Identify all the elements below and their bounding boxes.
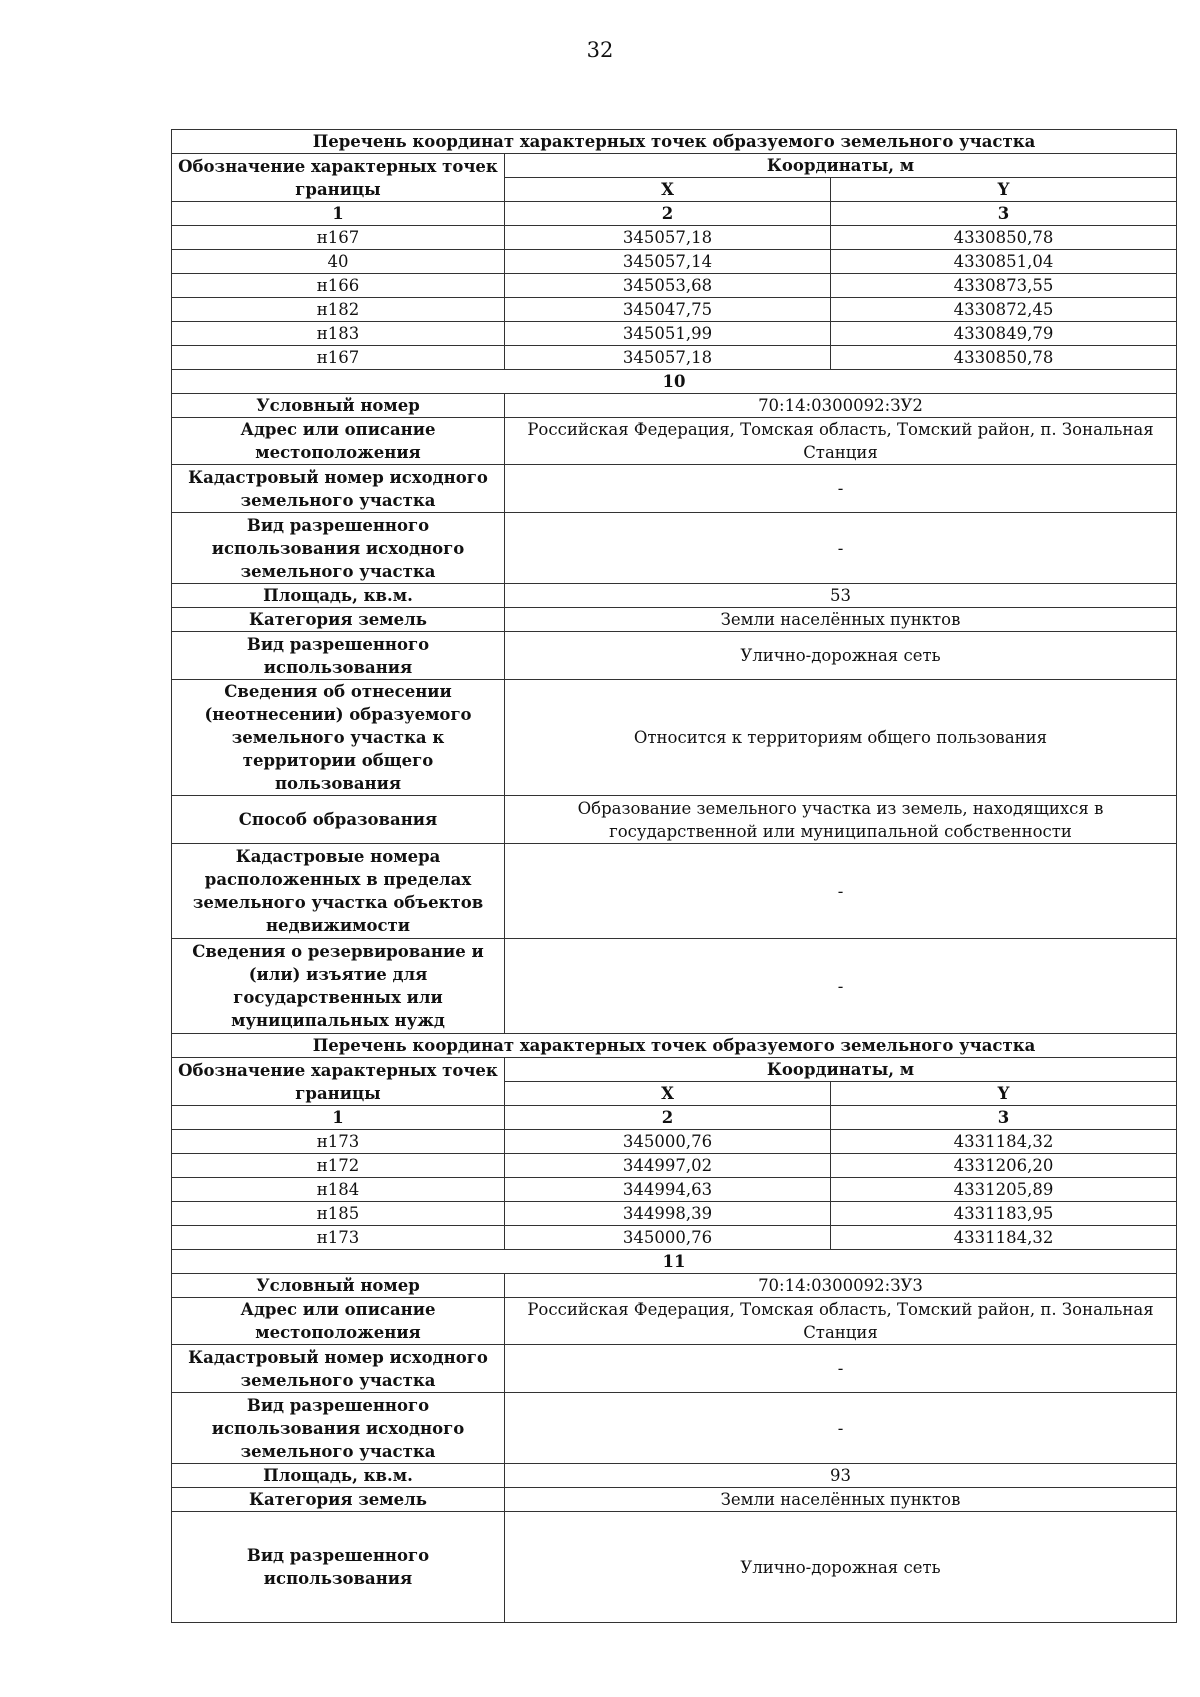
table-row	[172, 1298, 1177, 1345]
coord-number-row	[172, 202, 1177, 226]
label-category: Категория земель	[172, 608, 505, 632]
label-use: Вид разрешенного использования	[172, 1512, 505, 1623]
coord-x: 345053,68	[505, 274, 831, 298]
col-num-1: 1	[172, 202, 505, 226]
table-row	[172, 322, 1177, 346]
value-use: Улично-дорожная сеть	[505, 632, 1177, 680]
label-cond-num: Условный номер	[172, 1274, 505, 1298]
label-area: Площадь, кв.м.	[172, 1464, 505, 1488]
table-row	[172, 394, 1177, 418]
label-cadastral-source: Кадастровый номер исходного земельного участка	[172, 1345, 505, 1393]
coord-x: 344997,02	[505, 1154, 831, 1178]
coord-table-title-row	[172, 130, 1177, 154]
section-number: 11	[172, 1250, 1177, 1274]
coord-x: 345057,14	[505, 250, 831, 274]
table-row	[172, 1488, 1177, 1512]
value-area: 93	[505, 1464, 1177, 1488]
coords-label: Координаты, м	[505, 154, 1177, 178]
coord-x: 345000,76	[505, 1130, 831, 1154]
value-cad-objects: -	[505, 844, 1177, 939]
coord-y: 4331184,32	[831, 1226, 1177, 1250]
table-row	[172, 274, 1177, 298]
points-label: Обозначение характерных точек границы	[172, 154, 505, 202]
value-cond-num: 70:14:0300092:ЗУ3	[505, 1274, 1177, 1298]
y-label: Y	[831, 178, 1177, 202]
x-label: X	[505, 1082, 831, 1106]
table-row	[172, 680, 1177, 796]
value-area: 53	[505, 584, 1177, 608]
value-use-source: -	[505, 513, 1177, 584]
coord-x: 345051,99	[505, 322, 831, 346]
coord-y: 4330872,45	[831, 298, 1177, 322]
label-cadastral-source: Кадастровый номер исходного земельного участка	[172, 465, 505, 513]
table-row	[172, 939, 1177, 1034]
table-row	[172, 298, 1177, 322]
value-cadastral-source: -	[505, 1345, 1177, 1393]
point-id: н166	[172, 274, 505, 298]
coord-y: 4331206,20	[831, 1154, 1177, 1178]
table-row	[172, 1512, 1177, 1623]
table-row	[172, 346, 1177, 370]
coord-y: 4331205,89	[831, 1178, 1177, 1202]
coord-y: 4330850,78	[831, 346, 1177, 370]
coord-table-title: Перечень координат характерных точек образуемого земельного участка	[172, 130, 1177, 154]
coord-table-title: Перечень координат характерных точек образуемого земельного участка	[172, 1034, 1177, 1058]
value-use-source: -	[505, 1393, 1177, 1464]
label-use-source: Вид разрешенного использования исходного земельного участка	[172, 513, 505, 584]
label-method: Способ образования	[172, 796, 505, 844]
table-row	[172, 1154, 1177, 1178]
col-num-1: 1	[172, 1106, 505, 1130]
table-row	[172, 796, 1177, 844]
point-id: 40	[172, 250, 505, 274]
label-public-info: Сведения об отнесении (неотнесении) образуемого земельного участка к территории общего пользования	[172, 680, 505, 796]
section-10-header-row	[172, 370, 1177, 394]
coord-x: 344994,63	[505, 1178, 831, 1202]
col-num-2: 2	[505, 202, 831, 226]
value-category: Земли населённых пунктов	[505, 1488, 1177, 1512]
point-id: н185	[172, 1202, 505, 1226]
table-row	[172, 1393, 1177, 1464]
coord-header-row	[172, 154, 1177, 178]
coord-table-title-row	[172, 1034, 1177, 1058]
point-id: н184	[172, 1178, 505, 1202]
table-row	[172, 1226, 1177, 1250]
table-row	[172, 1464, 1177, 1488]
table-row	[172, 1202, 1177, 1226]
value-use: Улично-дорожная сеть	[505, 1512, 1177, 1623]
label-use: Вид разрешенного использования	[172, 632, 505, 680]
table-row	[172, 1130, 1177, 1154]
point-id: н182	[172, 298, 505, 322]
coord-y: 4331184,32	[831, 1130, 1177, 1154]
table-row	[172, 1345, 1177, 1393]
section-number: 10	[172, 370, 1177, 394]
value-category: Земли населённых пунктов	[505, 608, 1177, 632]
col-num-3: 3	[831, 1106, 1177, 1130]
x-label: X	[505, 178, 831, 202]
table-row	[172, 1178, 1177, 1202]
coord-x: 345057,18	[505, 346, 831, 370]
value-cond-num: 70:14:0300092:ЗУ2	[505, 394, 1177, 418]
land-plots-table	[171, 129, 1177, 1623]
coord-y: 4330850,78	[831, 226, 1177, 250]
table-row	[172, 844, 1177, 939]
label-reserve: Сведения о резервирование и (или) изъятие для государственных или муниципальных нужд	[172, 939, 505, 1034]
table-row	[172, 1274, 1177, 1298]
table-row	[172, 250, 1177, 274]
coord-x: 345047,75	[505, 298, 831, 322]
label-area: Площадь, кв.м.	[172, 584, 505, 608]
col-num-3: 3	[831, 202, 1177, 226]
table-row	[172, 632, 1177, 680]
point-id: н183	[172, 322, 505, 346]
coord-x: 345057,18	[505, 226, 831, 250]
coords-label: Координаты, м	[505, 1058, 1177, 1082]
label-address: Адрес или описание местоположения	[172, 418, 505, 465]
value-cadastral-source: -	[505, 465, 1177, 513]
value-reserve: -	[505, 939, 1177, 1034]
coord-x: 345000,76	[505, 1226, 831, 1250]
label-cond-num: Условный номер	[172, 394, 505, 418]
point-id: н173	[172, 1130, 505, 1154]
page-number: 32	[586, 38, 614, 62]
y-label: Y	[831, 1082, 1177, 1106]
coord-y: 4331183,95	[831, 1202, 1177, 1226]
coord-x: 344998,39	[505, 1202, 831, 1226]
coord-y: 4330873,55	[831, 274, 1177, 298]
point-id: н173	[172, 1226, 505, 1250]
table-row	[172, 584, 1177, 608]
label-cad-objects: Кадастровые номера расположенных в пределах земельного участка объектов недвижимости	[172, 844, 505, 939]
label-category: Категория земель	[172, 1488, 505, 1512]
coord-number-row	[172, 1106, 1177, 1130]
point-id: н167	[172, 226, 505, 250]
value-public-info: Относится к территориям общего пользования	[505, 680, 1177, 796]
table-row	[172, 465, 1177, 513]
table-row	[172, 513, 1177, 584]
coord-header-row	[172, 1058, 1177, 1082]
value-address: Российская Федерация, Томская область, Томский район, п. Зональная Станция	[505, 418, 1177, 465]
coord-y: 4330849,79	[831, 322, 1177, 346]
coord-y: 4330851,04	[831, 250, 1177, 274]
table-row	[172, 418, 1177, 465]
value-address: Российская Федерация, Томская область, Томский район, п. Зональная Станция	[505, 1298, 1177, 1345]
point-id: н172	[172, 1154, 505, 1178]
section-11-header-row	[172, 1250, 1177, 1274]
table-row	[172, 226, 1177, 250]
points-label: Обозначение характерных точек границы	[172, 1058, 505, 1106]
value-method: Образование земельного участка из земель, находящихся в государственной или муниципальной собственности	[505, 796, 1177, 844]
label-use-source: Вид разрешенного использования исходного земельного участка	[172, 1393, 505, 1464]
col-num-2: 2	[505, 1106, 831, 1130]
table-row	[172, 608, 1177, 632]
point-id: н167	[172, 346, 505, 370]
label-address: Адрес или описание местоположения	[172, 1298, 505, 1345]
